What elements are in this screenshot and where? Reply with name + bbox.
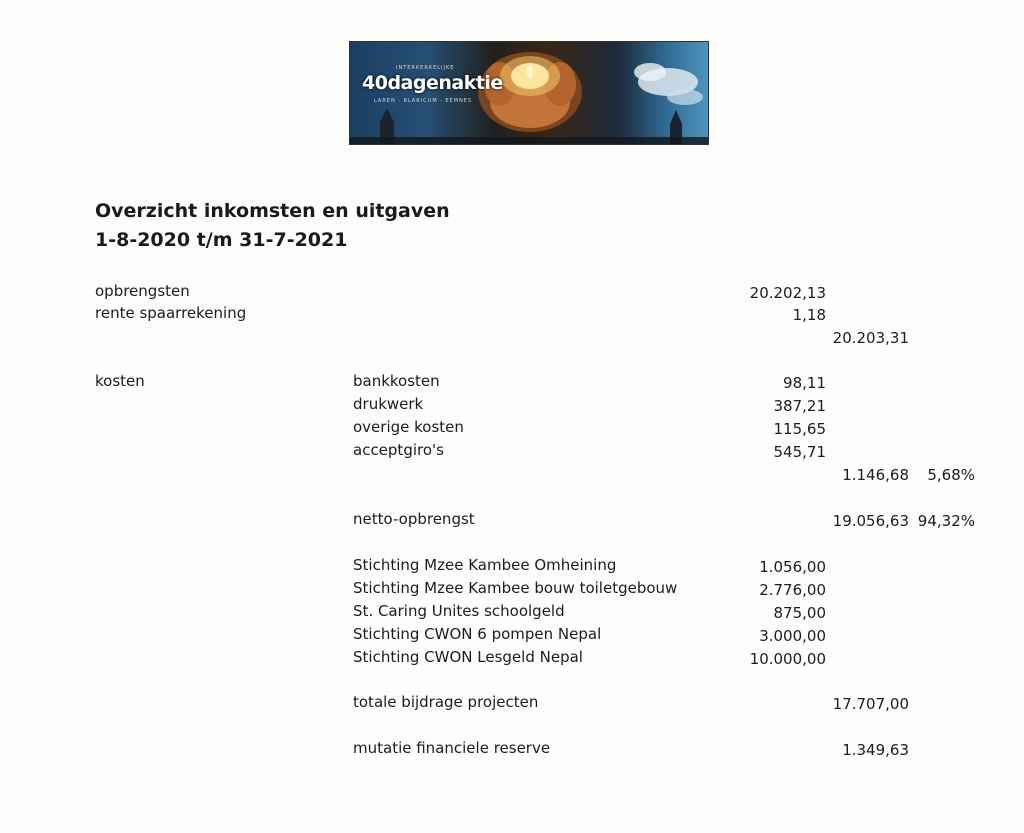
project-amount-lesgeld: 10.000,00 <box>749 650 826 668</box>
project-label-lesgeld: Stichting CWON Lesgeld Nepal <box>353 648 583 666</box>
project-amount-omheining: 1.056,00 <box>759 558 826 576</box>
document-period: 1-8-2020 t/m 31-7-2021 <box>95 229 348 251</box>
project-amount-schoolgeld: 875,00 <box>773 604 826 622</box>
project-label-omheining: Stichting Mzee Kambee Omheining <box>353 556 617 574</box>
costs-label: kosten <box>95 372 145 390</box>
costs-percent: 5,68% <box>927 466 975 484</box>
projects-total-label: totale bijdrage projecten <box>353 693 539 711</box>
project-amount-pompen: 3.000,00 <box>759 627 826 645</box>
cost-label-acceptgiro: acceptgiro's <box>353 441 444 459</box>
cost-label-overige: overige kosten <box>353 418 464 436</box>
net-label: netto-opbrengst <box>353 510 475 528</box>
reserve-amount: 1.349,63 <box>842 741 909 759</box>
cost-amount-drukwerk: 387,21 <box>773 397 826 415</box>
net-percent: 94,32% <box>917 512 975 530</box>
project-amount-toiletgebouw: 2.776,00 <box>759 581 826 599</box>
logo-small-text: INTERKERKELIJKE <box>396 65 455 71</box>
income-amount-opbrengsten: 20.202,13 <box>749 284 826 302</box>
income-amount-rente: 1,18 <box>792 306 826 324</box>
reserve-label: mutatie financiele reserve <box>353 739 551 757</box>
project-label-pompen: Stichting CWON 6 pompen Nepal <box>353 625 602 643</box>
cost-label-bankkosten: bankkosten <box>353 372 440 390</box>
document-title: Overzicht inkomsten en uitgaven <box>95 200 450 222</box>
net-amount: 19.056,63 <box>832 512 909 530</box>
project-label-toiletgebouw: Stichting Mzee Kambee bouw toiletgebouw <box>353 579 678 597</box>
logo-title: 40dagenaktie <box>362 72 503 94</box>
costs-total: 1.146,68 <box>842 466 909 484</box>
cost-label-drukwerk: drukwerk <box>353 395 424 413</box>
income-label-rente: rente spaarrekening <box>95 304 247 322</box>
income-total: 20.203,31 <box>832 329 909 347</box>
cost-amount-acceptgiro: 545,71 <box>773 443 826 461</box>
logo-subtitle: LAREN · BLARICUM · EEMNES <box>374 98 473 104</box>
project-label-schoolgeld: St. Caring Unites schoolgeld <box>353 602 565 620</box>
income-label-opbrengsten: opbrengsten <box>95 282 190 300</box>
cost-amount-bankkosten: 98,11 <box>783 374 826 392</box>
projects-total: 17.707,00 <box>832 695 909 713</box>
logo-banner <box>349 41 709 145</box>
cost-amount-overige: 115,65 <box>773 420 826 438</box>
